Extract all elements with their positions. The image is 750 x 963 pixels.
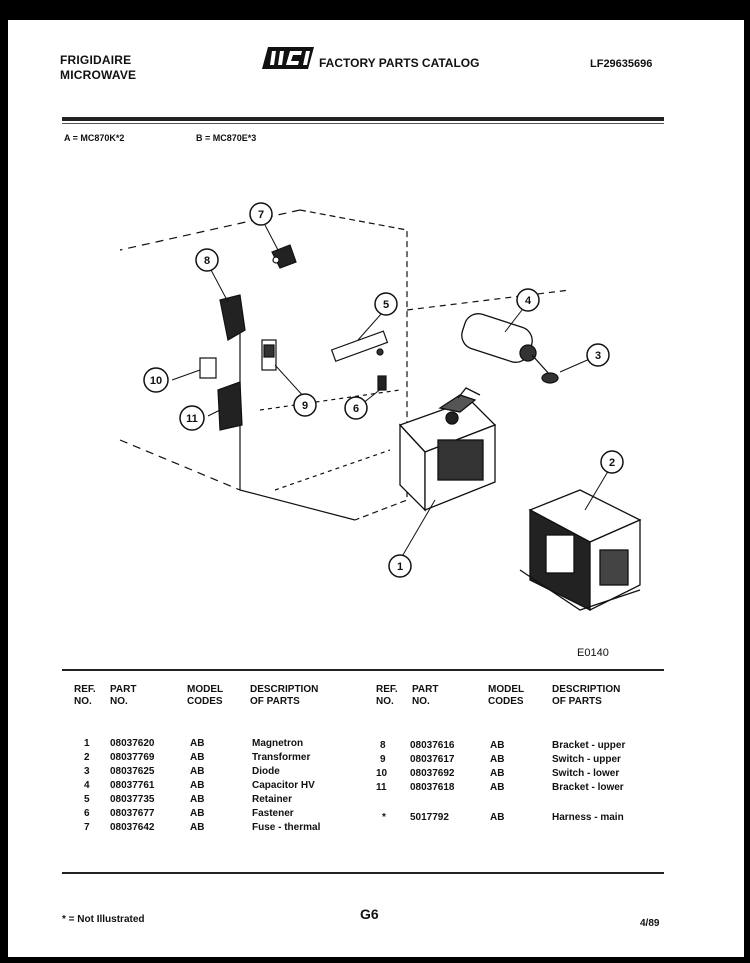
callout-9: [294, 394, 316, 416]
fastener-drawing: [378, 376, 386, 390]
header-part-line1-right: PART: [412, 684, 439, 695]
catalog-title: FACTORY PARTS CATALOG: [319, 56, 480, 70]
part-description: Transformer: [252, 752, 311, 763]
part-number: 08037625: [110, 766, 155, 777]
upper-switch-bracket-drawing: [220, 295, 276, 370]
part-number: 08037616: [410, 740, 455, 751]
model-codes: AB: [490, 754, 505, 765]
callout-7: [250, 203, 272, 225]
header-model-line1-right: MODEL: [488, 684, 525, 695]
part-description: Capacitor HV: [252, 780, 315, 791]
header-desc-line1: DESCRIPTION: [250, 684, 319, 695]
revision-date: 4/89: [640, 918, 660, 929]
ref-number: 3: [84, 766, 90, 777]
part-description: Switch - upper: [552, 754, 621, 765]
part-number: 08037769: [110, 752, 155, 763]
ref-number: 1: [84, 738, 90, 749]
magnetron-drawing: [400, 388, 495, 510]
model-codes: AB: [490, 740, 505, 751]
callout-10: [144, 368, 168, 392]
svg-text:8: 8: [203, 255, 211, 267]
svg-text:5: 5: [382, 299, 390, 311]
header-ref-line2: NO.: [74, 696, 92, 707]
model-codes: AB: [190, 752, 205, 763]
svg-text:1: 1: [396, 561, 404, 573]
part-number: 08037761: [110, 780, 155, 791]
header-part-no: [110, 684, 136, 708]
scan-border-bottom: [0, 957, 750, 963]
callout-4: [517, 289, 539, 311]
model-code-b: B = MC870E*3: [196, 133, 257, 143]
callout-8: [196, 249, 218, 271]
part-description: Bracket - lower: [552, 782, 624, 793]
model-codes: AB: [190, 766, 205, 777]
header-part-line1: PART: [110, 684, 137, 695]
svg-text:10: 10: [149, 375, 163, 387]
page-number: G6: [360, 906, 379, 922]
svg-text:6: 6: [352, 403, 360, 415]
callout-3: [587, 344, 609, 366]
scan-border-right: [744, 0, 750, 963]
callout-2: [601, 451, 623, 473]
ref-number: 11: [376, 782, 387, 793]
callout-1: [389, 555, 411, 577]
model-codes: AB: [190, 822, 205, 833]
table-rule-bottom: [62, 872, 664, 874]
header-desc-line2-right: OF PARTS: [552, 696, 602, 707]
scan-border-left: [0, 0, 8, 963]
part-number: 08037677: [110, 808, 155, 819]
model-codes: AB: [190, 738, 205, 749]
header-part-line2-right: NO.: [412, 696, 430, 707]
table-rule-top: [62, 669, 664, 671]
wci-logo-icon: [262, 45, 316, 71]
callout-5: [375, 293, 397, 315]
brand-name: FRIGIDAIRE: [60, 53, 132, 67]
part-number: 08037735: [110, 794, 155, 805]
ref-number: 7: [84, 822, 90, 833]
model-codes: AB: [490, 768, 505, 779]
part-number: 08037642: [110, 822, 155, 833]
header-ref-line1-right: REF.: [376, 684, 398, 695]
svg-text:11: 11: [186, 413, 198, 425]
header-part-no-right: [412, 684, 438, 708]
figure-code: E0140: [577, 647, 609, 659]
thermal-fuse-drawing: [272, 245, 296, 268]
header-desc-line1-right: DESCRIPTION: [552, 684, 621, 695]
ref-number: 8: [380, 740, 386, 751]
part-description: Harness - main: [552, 812, 624, 823]
part-description: Switch - lower: [552, 768, 620, 779]
part-description: Bracket - upper: [552, 740, 626, 751]
diode-drawing: [542, 373, 558, 383]
header-desc-line2: OF PARTS: [250, 696, 300, 707]
ref-number: 6: [84, 808, 90, 819]
header-ref-line1: REF.: [74, 684, 96, 695]
part-description: Diode: [252, 766, 280, 777]
ref-number: *: [382, 812, 386, 823]
svg-text:7: 7: [257, 209, 265, 221]
ref-number: 9: [380, 754, 386, 765]
model-codes: AB: [190, 808, 205, 819]
header-model-codes: [187, 684, 223, 708]
header-description-right: [552, 684, 620, 708]
header-model-line2-right: CODES: [488, 696, 524, 707]
catalog-number: LF29635696: [590, 58, 653, 70]
svg-text:4: 4: [524, 295, 532, 307]
lower-switch-bracket-drawing: [200, 358, 242, 430]
svg-text:2: 2: [608, 457, 616, 469]
footnote: * = Not Illustrated: [62, 914, 145, 925]
model-codes: AB: [490, 782, 505, 793]
part-number: 5017792: [410, 812, 449, 823]
header-model-line2: CODES: [187, 696, 223, 707]
callout-6: [345, 397, 367, 419]
header-description: [250, 684, 318, 708]
ref-number: 5: [84, 794, 90, 805]
header-ref-line2-right: NO.: [376, 696, 394, 707]
retainer-drawing: [332, 331, 388, 361]
transformer-drawing: [520, 490, 640, 610]
header-model-codes-right: [488, 684, 524, 708]
part-number: 08037617: [410, 754, 455, 765]
part-number: 08037618: [410, 782, 455, 793]
svg-text:9: 9: [301, 400, 309, 412]
svg-text:3: 3: [594, 350, 602, 362]
header-ref-no-right: [376, 684, 398, 708]
product-line: MICROWAVE: [60, 68, 137, 82]
part-description: Fuse - thermal: [252, 822, 321, 833]
header-part-line2: NO.: [110, 696, 128, 707]
model-codes: AB: [190, 794, 205, 805]
header-model-line1: MODEL: [187, 684, 224, 695]
part-description: Retainer: [252, 794, 293, 805]
model-codes: AB: [190, 780, 205, 791]
header-rule: [62, 117, 664, 121]
ref-number: 4: [84, 780, 90, 791]
part-number: 08037620: [110, 738, 155, 749]
header-ref-no: [74, 684, 96, 708]
part-number: 08037692: [410, 768, 455, 779]
part-description: Magnetron: [252, 738, 304, 749]
model-codes: AB: [490, 812, 505, 823]
model-code-a: A = MC870K*2: [64, 133, 125, 143]
brand-block: [60, 53, 136, 83]
ref-number: 2: [84, 752, 90, 763]
part-description: Fastener: [252, 808, 294, 819]
callout-11: [180, 406, 204, 430]
ref-number: 10: [376, 768, 388, 779]
capacitor-drawing: [458, 310, 550, 375]
scan-border-top: [0, 0, 750, 20]
header-rule-thin: [62, 123, 664, 124]
exploded-parts-diagram: [100, 190, 660, 660]
